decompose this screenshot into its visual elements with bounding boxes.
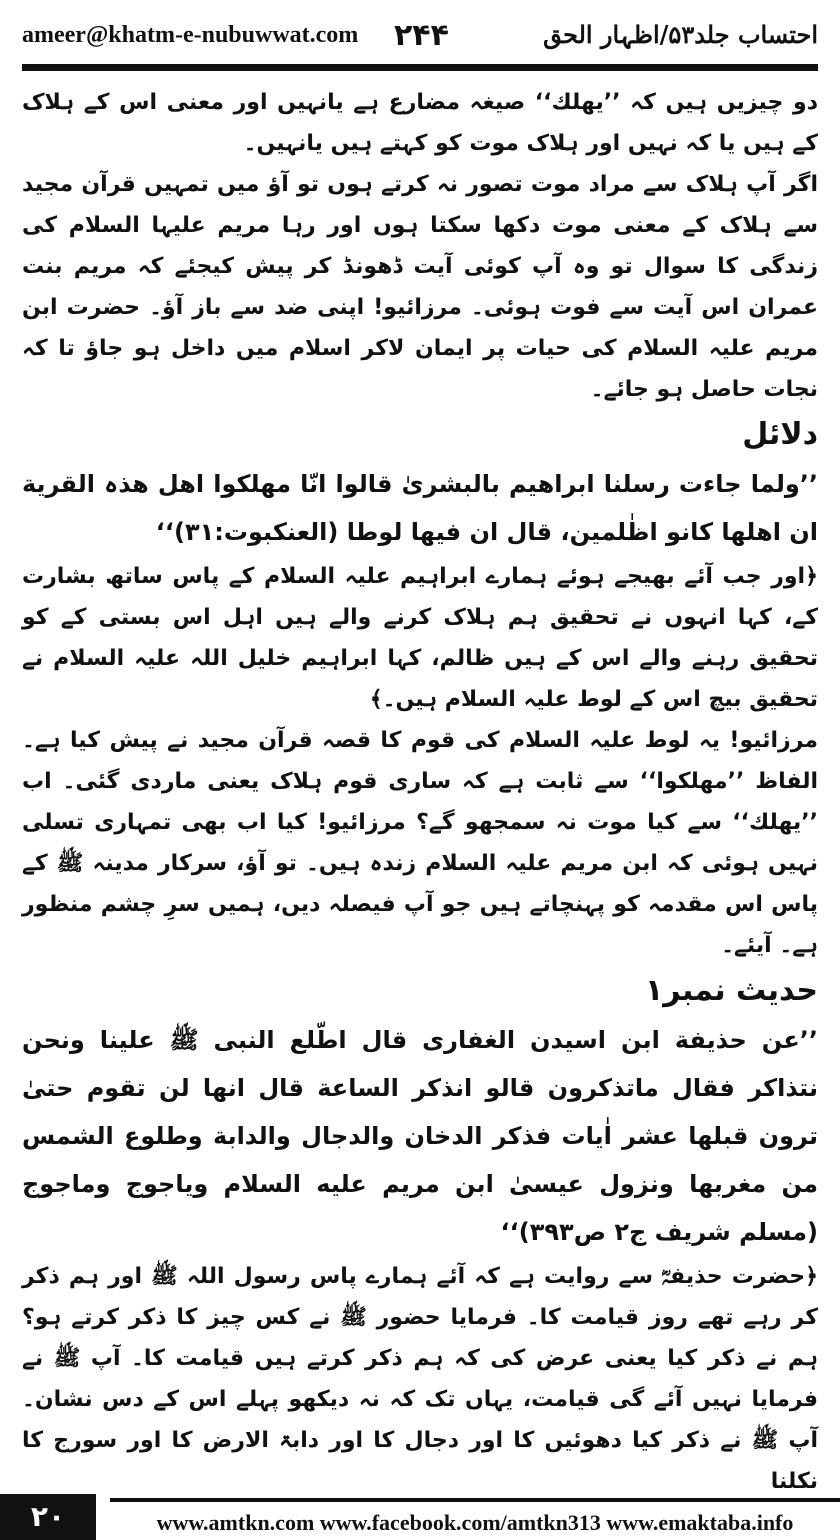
header-rule bbox=[22, 64, 818, 71]
section-heading-hadith: حدیث نمبر۱ bbox=[644, 973, 818, 1008]
paragraph-3: مرزائیو! یہ لوط علیہ السلام کی قوم کا قصہ قرآن مجید نے پیش کیا ہے۔ الفاظ ’’مھلکوا‘‘ سے ثابت ہے کہ ساری قوم ہلاک یعنی ماردی گئی۔ اب ’’یھلك‘‘ سے کیا موت نہ سمجھو گے؟ مرزائیو! کیا اب بھی تمہاری تسلی نہیں ہوئی کہ ابن مریم علیہ السلام زندہ ہیں۔ تو آؤ، سرکار مدینہ ﷺ کے پاس اس مقدمہ کو پہنچاتے ہیں جو آپ فیصلہ دیں، ہمیں سرِ چشم منظور ہے۔ آیئے۔ bbox=[22, 728, 818, 958]
arabic-quote-2: ’’عن حذیفة ابن اسیدن الغفاری قال اطّلع النبی ﷺ علینا ونحن نتذاکر فقال ماتذکرون قالو انذکر الساعة قال انھا لن تقوم حتیٰ ترون قبلھا عشر اٰیات فذکر الدخان والدجال والدابة وطلوع الشمس من مغربھا ونزول عیسیٰ ابن مریم علیه السلام ویاجوج وماجوج (مسلم شریف ج۲ ص۳۹۳)‘‘ bbox=[22, 1026, 818, 1246]
section-heading-dalail: دلائل bbox=[742, 417, 818, 452]
header-email: ameer@khatm-e-nubuwwat.com bbox=[22, 22, 359, 48]
footer-rule bbox=[110, 1498, 840, 1502]
running-title: احتساب جلد۵۳/اظہار الحق bbox=[543, 20, 818, 49]
arabic-quote-1: ’’ولما جاءت رسلنا ابراھیم بالبشریٰ قالوا انّا مھلکوا اھل ھذہ القریة ان اھلھا کانو اظٰلمین، قال ان فیھا لوطا (العنکبوت:۳۱)‘‘ bbox=[22, 470, 818, 546]
paragraph-2: اگر آپ ہلاک سے مراد موت تصور نہ کرتے ہوں تو آؤ میں تمہیں قرآن مجید سے ہلاک کے معنی موت دکھا سکتا ہوں اور رہا مریم علیہا السلام کی زندگی کا سوال تو وہ آپ کوئی آیت ڈھونڈ کر پیش کیجئے کہ مریم بنت عمران اس آیت سے فوت ہوئی۔ مرزائیو! اپنی ضد سے باز آؤ۔ حضرت ابن مریم علیہ السلام کی حیات پر ایمان لاکر اسلام میں داخل ہو جاؤ تا کہ نجات حاصل ہو جائے۔ bbox=[22, 172, 818, 402]
page-body bbox=[22, 82, 818, 1502]
header-page-number: ۲۴۴ bbox=[394, 18, 449, 53]
page-header bbox=[22, 14, 818, 58]
translation-2: ﴿حضرت حذیفہؓ سے روایت ہے کہ آئے ہمارے پاس رسول اللہ ﷺ اور ہم ذکر کر رہے تھے روز قیامت کا۔ فرمایا حضور ﷺ نے کس چیز کا ذکر کرتے ہو؟ ہم نے ذکر کیا یعنی عرض کی کہ ہم ذکر کرتے ہیں قیامت کا۔ آپ ﷺ نے فرمایا نہیں آئے گی قیامت، یہاں تک کہ نہ دیکھو پہلے اس کے دس نشان۔ آپ ﷺ نے ذکر کیا دھوئیں کا اور دجال کا اور دابۃ الارض کا اور سورج کا نکلنا bbox=[22, 1264, 818, 1494]
footer-urls: www.amtkn.com www.facebook.com/amtkn313 www.emaktaba.info bbox=[156, 1510, 794, 1535]
paragraph-1: دو چیزیں ہیں کہ ’’یھلك‘‘ صیغہ مضارع ہے یانہیں اور معنی اس کے ہلاک کے ہیں یا کہ نہیں اور ہلاک موت کو کہتے ہیں یانہیں۔ bbox=[22, 90, 818, 156]
translation-1: ﴿اور جب آئے بھیجے ہوئے ہمارے ابراہیم علیہ السلام کے پاس ساتھ بشارت کے، کہا انہوں نے تحقیق ہم ہلاک کرنے والے ہیں اہل اس بستی کے کو تحقیق رہنے والے اس کے ہیں ظالم، کہا ابراہیم خلیل اللہ علیہ السلام نے تحقیق بیچ اس کے لوط علیہ السلام ہیں۔﴾ bbox=[22, 564, 818, 712]
footer-page-number: ۲۰ bbox=[0, 1494, 96, 1540]
